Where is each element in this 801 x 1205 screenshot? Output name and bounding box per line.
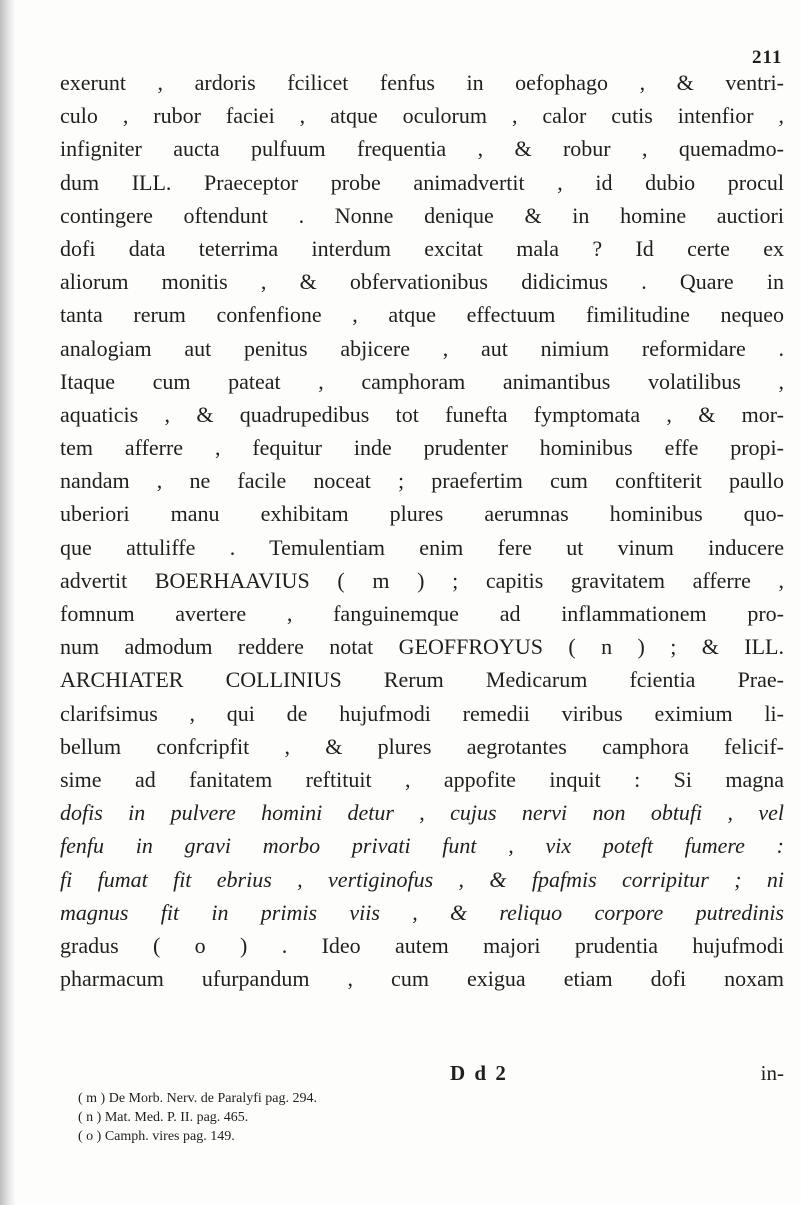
footnote: ( n ) Mat. Med. P. II. pag. 465. (78, 1110, 249, 1125)
footnote: ( m ) De Morb. Nerv. de Paralyfi pag. 294. (78, 1091, 317, 1106)
text-line: exerunt , ardoris fcilicet fenfus in oefophago , & ventri- (60, 70, 784, 95)
text-line: fomnum avertere , fanguinemque ad inflammationem pro- (60, 601, 784, 626)
text-line: gradus ( o ) . Ideo autem majori prudentia hujufmodi (60, 932, 784, 958)
footnote: ( o ) Camph. vires pag. 149. (78, 1129, 235, 1144)
text-line: aquaticis , & quadrupedibus tot funefta fymptomata , & mor- (60, 401, 784, 427)
text-line: pharmacum ufurpandum , cum exigua etiam dofi noxam (60, 966, 784, 992)
text-line: uberiori manu exhibitam plures aerumnas hominibus quo- (60, 501, 784, 527)
text-line: dofi data teterrima interdum excitat mala ? Id certe ex (60, 235, 784, 261)
text-line: Itaque cum pateat , camphoram animantibus volatilibus , (60, 368, 784, 394)
text-line: clarifsimus , qui de hujufmodi remedii viribus eximium li- (60, 700, 784, 726)
text-line: tanta rerum confenfione , atque effectuum fimilitudine nequeo (60, 302, 784, 328)
text-line-italic: fenfu in gravi morbo privati funt , vix poteft fumere : (60, 833, 784, 859)
text-line-italic: dofis in pulvere homini detur , cujus nervi non obtufi , vel (60, 800, 784, 826)
text-line: ARCHIATER COLLINIUS Rerum Medicarum fcientia Prae- (60, 667, 784, 693)
text-line-italic: magnus fit in primis viis , & reliquo corpore putredinis (60, 899, 784, 925)
text-line: dum ILL. Praeceptor probe animadvertit , id dubio procul (60, 169, 784, 195)
catchword: in- (760, 1061, 784, 1085)
footnotes (78, 1089, 678, 1146)
text-line: infigniter aucta pulfuum frequentia , & robur , quemadmo- (60, 136, 784, 162)
text-line: tem afferre , fequitur inde prudenter hominibus effe propi- (60, 435, 784, 461)
text-line-italic: fi fumat fit ebrius , vertiginofus , & fpafmis corripitur ; ni (60, 866, 784, 892)
text-line: advertit BOERHAAVIUS ( m ) ; capitis gravitatem afferre , (60, 567, 784, 593)
page-number: 211 (752, 47, 783, 68)
text-line: sime ad fanitatem reftituit , appofite inquit : Si magna (60, 766, 784, 792)
text-line: num admodum reddere notat GEOFFROYUS ( n ) ; & ILL. (60, 634, 784, 660)
text-line: analogiam aut penitus abjicere , aut nimium reformidare . (60, 335, 784, 361)
text-line: bellum confcripfit , & plures aegrotantes camphora felicif- (60, 733, 784, 759)
body-text (60, 66, 784, 995)
text-line: culo , rubor faciei , atque oculorum , calor cutis intenfior , (60, 103, 784, 129)
text-line: aliorum monitis , & obfervationibus didicimus . Quare in (60, 269, 784, 295)
text-line: contingere oftendunt . Nonne denique & in homine auctiori (60, 202, 784, 228)
text-line: que attuliffe . Temulentiam enim fere ut vinum inducere (60, 534, 784, 560)
signature-mark: D d 2 (450, 1061, 508, 1085)
text-line: nandam , ne facile noceat ; praefertim cum conftiterit paullo (60, 468, 784, 494)
page-edge-shadow (0, 0, 16, 1205)
signature-line (60, 1061, 784, 1089)
